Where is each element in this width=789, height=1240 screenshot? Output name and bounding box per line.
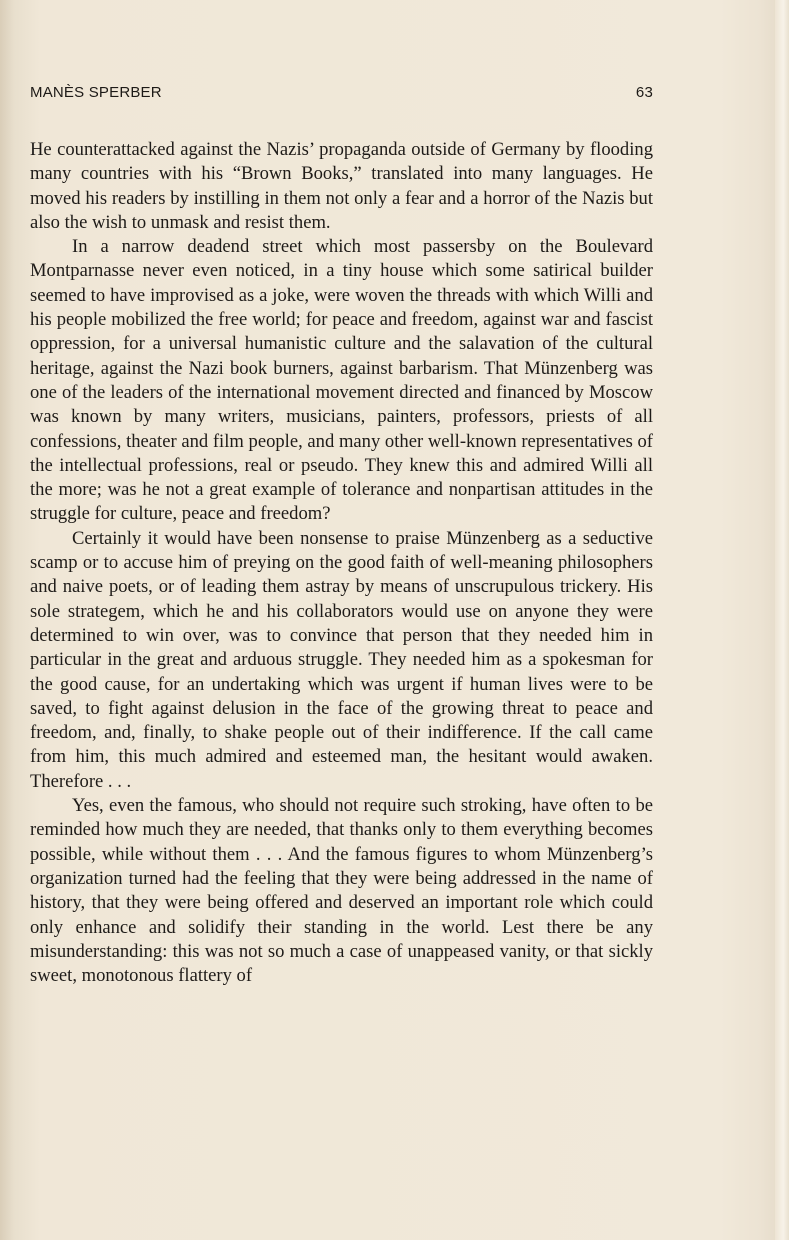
page-edge [775, 0, 789, 1240]
paragraph: He counterattacked against the Nazis’ propaganda outside of Germany by flooding many countries with his “Brown Books,” translated into many languages. He moved his readers by instilling in them not only a fear and a horror of the Nazis but also the wish to unmask and resist them. [30, 139, 653, 233]
page-number: 63 [635, 84, 653, 101]
paragraph: In a narrow deadend street which most passersby on the Boulevard Montparnasse never even noticed, in a tiny house which some satirical builder seemed to have improvised as a joke, were woven the threads with which Willi and his people mobilized the free world; for peace and freedom, against war and fascist oppression, for a universal humanistic culture and the salavation of the cultural heritage, against the Nazi book burners, against barbarism. That Münzenberg was one of the leaders of the international movement directed and financed by Moscow was known by many writers, musicians, painters, professors, priests of all confessions, theater and film people, and many other well-known representatives of the intellectual professions, real or pseudo. They knew this and admired Willi all the more; was he not a great example of tolerance and nonpartisan attitudes in the struggle for culture, peace and freedom? [30, 236, 653, 525]
paragraph: Certainly it would have been nonsense to praise Münzenberg as a seductive scamp or to accuse him of preying on the good faith of well-meaning philosophers and naive poets, or of leading them astray by means of unscrupulous trickery. His sole strategem, which he and his collaborators would use on anyone they were determined to win over, was to convince that person that they needed him in particular in the great and arduous struggle. They needed him as a spokesman for the good cause, for an undertaking which was urgent if human lives were to be saved, to fight against delusion in the face of the growing threat to peace and freedom, and, finally, to shake people out of their indifference. If the call came from him, this much admired and esteemed man, the hesitant would awaken. Therefore . . . [30, 527, 653, 792]
body-text [30, 138, 653, 988]
running-head-author: MANÈS SPERBER [30, 84, 162, 101]
running-head [30, 84, 653, 104]
paragraph: Yes, even the famous, who should not require such stroking, have often to be reminded how much they are needed, that thanks only to them everything becomes possible, while without them . . . And the famous figures to whom Münzenberg’s organization turned had the feeling that they were being addressed in the name of history, that they were being offered and deserved an important role which could only enhance and solidify their standing in the world. Lest there be any misunderstanding: this was not so much a case of unappeased vanity, or that sickly sweet, monotonous flattery of [30, 795, 653, 987]
